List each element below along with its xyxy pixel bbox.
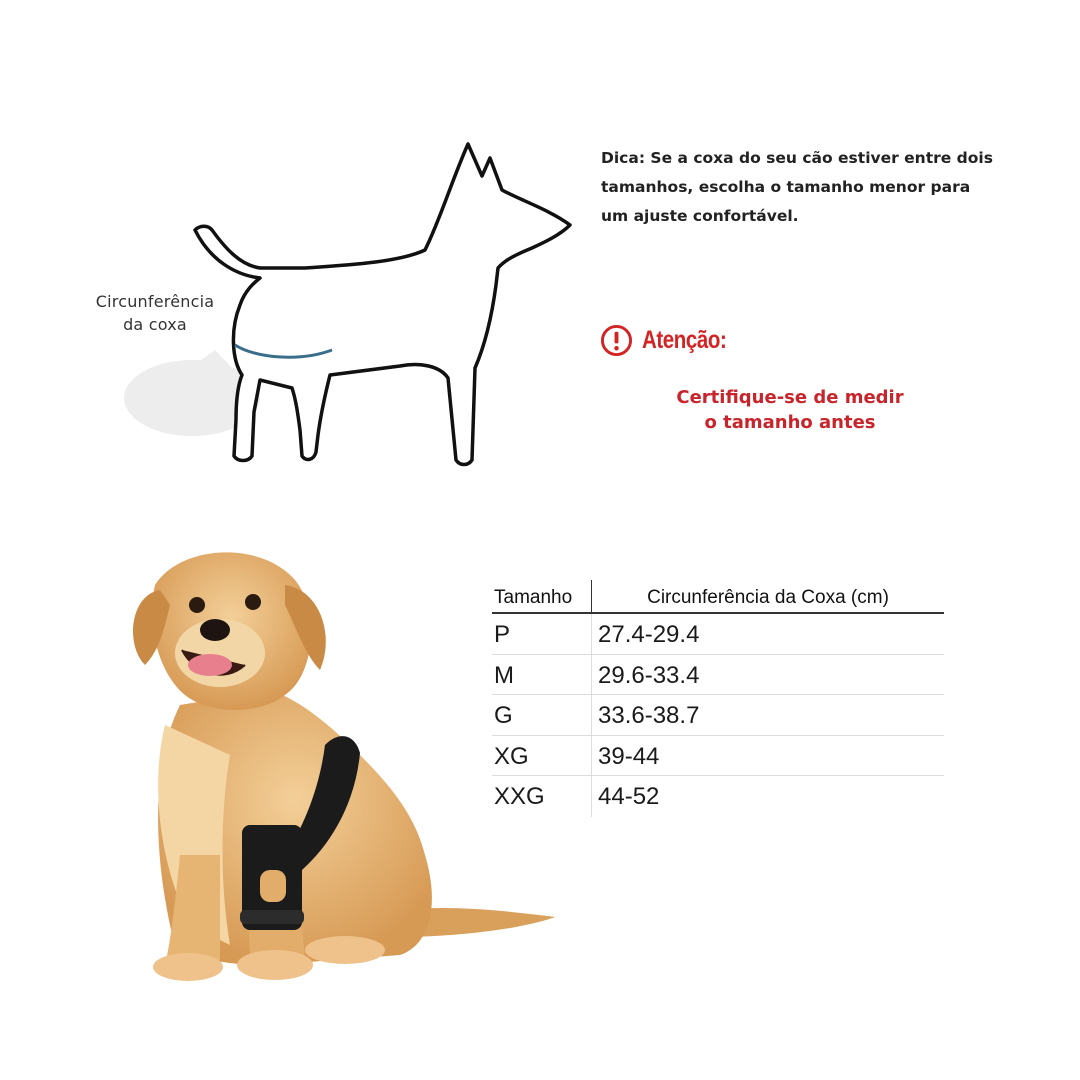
range-cell: 27.4-29.4 (598, 621, 700, 648)
size-table (492, 580, 944, 817)
puppy-tongue (188, 654, 232, 676)
table-row (492, 614, 944, 655)
size-cell: XXG (492, 776, 592, 817)
measure-label-line1: Circunferência (95, 292, 215, 311)
puppy-eye-right (245, 594, 261, 610)
warning-line1: Certifique-se de medir (676, 387, 904, 408)
tip-line3: um ajuste confortável. (601, 207, 799, 225)
measure-label-line2: da coxa (123, 315, 187, 334)
warning-header (600, 320, 745, 360)
exclamation-circle-icon (600, 324, 633, 357)
puppy-paw-back (305, 936, 385, 964)
size-cell: XG (492, 736, 592, 776)
puppy-eye-left (189, 597, 205, 613)
table-row (492, 736, 944, 777)
size-cell: G (492, 695, 592, 735)
range-cell: 33.6-38.7 (598, 702, 700, 729)
range-cell: 39-44 (598, 742, 660, 770)
tip-line1: Dica: Se a coxa do seu cão estiver entre dois (601, 149, 993, 167)
puppy-nose (200, 619, 230, 641)
warning-message (640, 385, 940, 435)
table-row (492, 655, 944, 696)
range-cell: 29.6-33.4 (598, 661, 700, 689)
warning-line2: o tamanho antes (704, 412, 876, 433)
header-circumference: Circunferência da Coxa (cm) (647, 587, 889, 608)
size-cell: M (492, 655, 592, 695)
warning-title: Atenção: (642, 325, 727, 354)
brace-knee-cutout (260, 870, 286, 902)
table-row (492, 695, 944, 736)
puppy-paw-left (153, 953, 223, 981)
dog-silhouette (195, 144, 570, 465)
table-row (492, 776, 944, 817)
puppy-paw-right (237, 950, 313, 980)
size-table-header (492, 580, 944, 614)
sizing-tip (601, 144, 1021, 231)
size-cell: P (492, 614, 592, 654)
range-cell: 44-52 (598, 783, 660, 810)
header-size: Tamanho (492, 580, 592, 612)
tip-line2: tamanhos, escolha o tamanho menor para (601, 178, 971, 196)
thigh-circumference-label (80, 290, 230, 336)
shadow-bubble-tail (190, 350, 230, 368)
brace-strap-bottom (240, 910, 304, 924)
